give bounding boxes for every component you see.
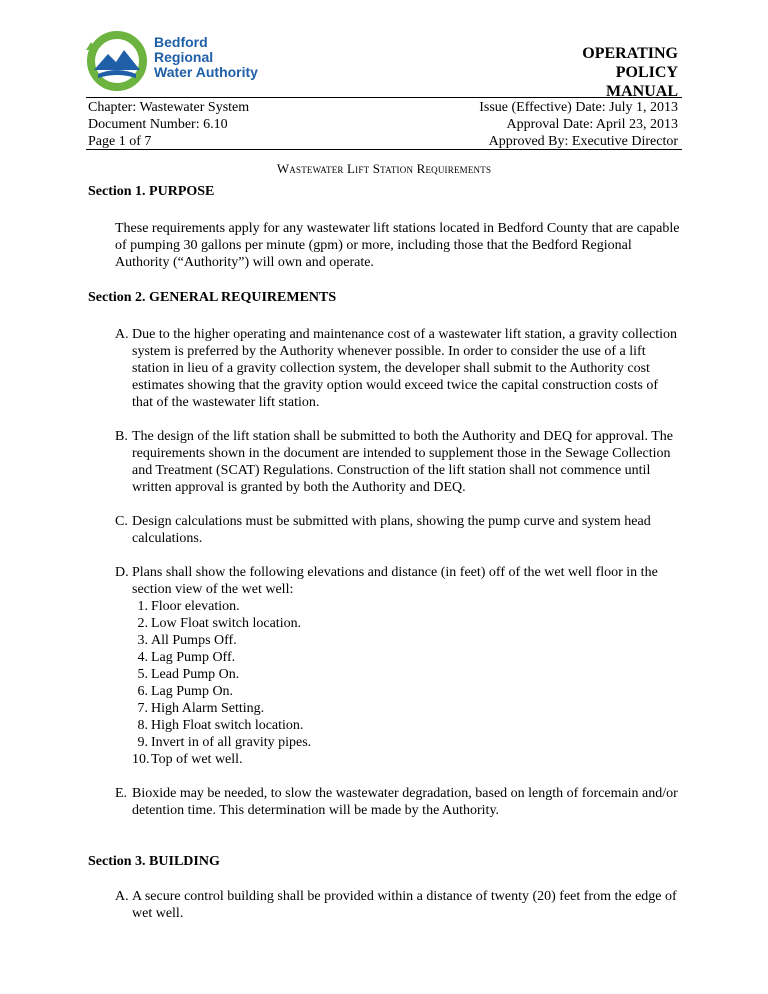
section-2-item-a	[88, 326, 680, 411]
org-name-line2: Regional	[154, 49, 214, 65]
list-text: High Alarm Setting.	[151, 701, 265, 716]
item-text: Due to the higher operating and maintenance cost of a wastewater lift station, a gravity collection system is preferred by the Authority whenever possible. In order to consider the use of a lift station in lieu of a gravity collection system, the developer shall submit to the Authority cost estimates showing that the gravity option would exceed twice the capital construction costs of that of the wastewater lift station.	[132, 327, 678, 410]
chapter-label: Chapter: Wastewater System	[88, 100, 250, 115]
list-number: 7.	[137, 701, 148, 716]
list-text: Low Float switch location.	[151, 616, 302, 631]
approved-by: Approved By: Executive Director	[488, 134, 678, 149]
section-1-text: These requirements apply for any wastewater lift stations located in Bedford County that are capable of pumping 30 gallons per minute (gpm) or more, including those that the Bedford Regional Authority (“Authority”) will own and operate.	[115, 221, 680, 270]
item-label: D.	[115, 565, 129, 580]
org-name-line3: Water Authority	[154, 64, 258, 80]
item-d-intro: Plans shall show the following elevations and distance (in feet) off of the wet well floor in the section view of the wet well:	[132, 565, 658, 597]
item-label: A.	[115, 327, 129, 342]
issue-date: Issue (Effective) Date: July 1, 2013	[479, 100, 678, 115]
elevation-list-item	[132, 598, 680, 615]
item-label: B.	[115, 429, 128, 444]
item-text: A secure control building shall be provided within a distance of twenty (20) feet from the edge of wet well.	[132, 889, 677, 921]
list-text: High Float switch location.	[151, 718, 304, 733]
list-text: Lag Pump Off.	[151, 650, 236, 665]
section-2-item-b	[88, 428, 680, 496]
mountain-water-circle-logo-icon	[86, 30, 148, 92]
item-text: Design calculations must be submitted with plans, showing the pump curve and system head calculations.	[132, 514, 651, 546]
item-text: The design of the lift station shall be submitted to both the Authority and DEQ for approval. The requirements shown in the document are intended to supplement those in the Sewage Collection and Treatment (SCAT) Regulations. Construction of the lift station shall not commence until written approval is granted by both the Authority and DEQ.	[132, 429, 673, 495]
elevation-list-item	[132, 700, 680, 717]
list-number: 5.	[137, 667, 148, 682]
item-text	[115, 564, 680, 768]
elevation-list-item	[132, 649, 680, 666]
item-label: E.	[115, 786, 128, 801]
document-meta-left	[88, 99, 249, 150]
list-text: Lead Pump On.	[151, 667, 240, 682]
elevation-list-item	[132, 615, 680, 632]
list-number: 4.	[137, 650, 148, 665]
item-label: A.	[115, 889, 129, 904]
manual-title	[582, 44, 678, 101]
list-text: Invert in of all gravity pipes.	[151, 735, 312, 750]
org-name-line1: Bedford	[154, 34, 208, 50]
list-number: 10.	[132, 752, 150, 767]
approval-date: Approval Date: April 23, 2013	[506, 117, 678, 132]
section-2-item-d	[88, 564, 680, 768]
document-meta-right	[479, 99, 678, 150]
list-number: 9.	[137, 735, 148, 750]
list-text: Floor elevation.	[151, 599, 240, 614]
org-name	[154, 35, 258, 80]
section-3-heading: Section 3. BUILDING	[88, 854, 220, 869]
section-2-heading: Section 2. GENERAL REQUIREMENTS	[88, 290, 337, 305]
manual-title-line3: MANUAL	[606, 83, 678, 100]
header-divider-bottom	[86, 149, 682, 150]
section-3-item-a	[88, 888, 680, 922]
manual-title-line1: OPERATING	[582, 45, 678, 62]
list-number: 1.	[137, 599, 148, 614]
elevation-list-item	[132, 632, 680, 649]
elevation-list-item	[132, 666, 680, 683]
list-number: 6.	[137, 684, 148, 699]
document-title: Wastewater Lift Station Requirements	[276, 161, 492, 176]
list-number: 3.	[137, 633, 148, 648]
header-divider-top	[86, 97, 682, 98]
document-number: Document Number: 6.10	[88, 117, 228, 132]
elevation-list-item	[132, 717, 680, 734]
manual-title-line2: POLICY	[615, 64, 678, 81]
list-text: All Pumps Off.	[151, 633, 237, 648]
list-number: 2.	[137, 616, 148, 631]
item-label: C.	[115, 514, 128, 529]
section-2-item-e	[88, 785, 680, 819]
document-body	[88, 183, 680, 922]
section-1-heading: Section 1. PURPOSE	[88, 184, 215, 199]
item-text: Bioxide may be needed, to slow the wastewater degradation, based on length of forcemain and/or detention time. This determination will be made by the Authority.	[132, 786, 678, 818]
org-logo	[86, 32, 266, 92]
page-number: Page 1 of 7	[88, 134, 152, 149]
elevation-list-item	[132, 751, 680, 768]
list-number: 8.	[137, 718, 148, 733]
list-text: Lag Pump On.	[151, 684, 234, 699]
elevation-list-item	[132, 734, 680, 751]
elevation-list-item	[132, 683, 680, 700]
section-2-item-c	[88, 513, 680, 547]
elevation-list	[132, 598, 680, 768]
list-text: Top of wet well.	[151, 752, 243, 767]
